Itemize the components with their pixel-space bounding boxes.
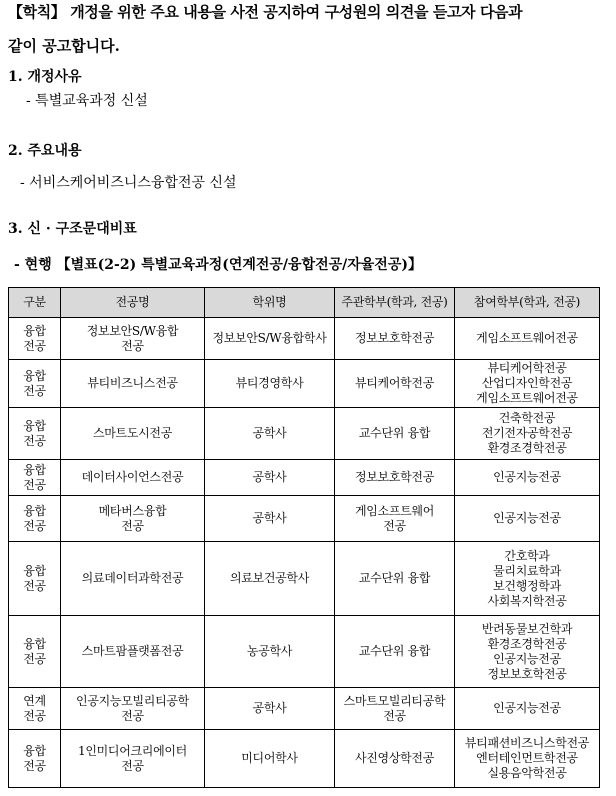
table-cell-host: 사진영상학전공 [335,730,455,788]
notice-line-1: 【학칙】 개정을 위한 주요 내용을 사전 공지하여 구성원의 의견을 듣고자 다음과 [8,3,523,21]
table-cell-host: 교수단위 융합 [335,616,455,688]
table-cell-major: 의료데이터과학전공 [61,542,205,616]
special-curriculum-table [8,287,600,788]
table-cell-host: 게임소프트웨어 전공 [335,496,455,542]
table-cell-type: 융합 전공 [9,496,61,542]
table-cell-major: 메타버스융합 전공 [61,496,205,542]
table-cell-type: 융합 전공 [9,318,61,360]
table-cell-participants: 간호학과 물리치료학과 보건행정학과 사회복지학전공 [455,542,600,616]
table-cell-major: 스마트도시전공 [61,408,205,460]
table-row [9,616,600,688]
table-cell-major: 1인미디어크리에이터 전공 [61,730,205,788]
table-cell-degree: 미디어학사 [205,730,335,788]
table-cell-major: 정보보안S/W융합 전공 [61,318,205,360]
table-cell-major: 데이터사이언스전공 [61,460,205,496]
table-row [9,730,600,788]
table-cell-participants: 뷰티패션비즈니스학전공 엔터테인먼트학전공 실용음악학전공 [455,730,600,788]
table-cell-type: 융합 전공 [9,542,61,616]
table-cell-degree: 농공학사 [205,616,335,688]
section-heading-content: 2. 주요내용 [8,143,82,159]
table-cell-major: 뷰티비즈니스전공 [61,360,205,408]
table-row [9,318,600,360]
table-cell-host: 뷰티케어학전공 [335,360,455,408]
table-row [9,408,600,460]
column-header-major: 전공명 [61,288,205,318]
table-cell-host: 교수단위 융합 [335,408,455,460]
table-cell-participants: 반려동물보건학과 환경조경학전공 인공지능전공 정보보호학전공 [455,616,600,688]
table-body [9,318,600,788]
notice-line-2: 같이 공고합니다. [8,37,120,55]
table-cell-degree: 정보보안S/W융합학사 [205,318,335,360]
table-cell-host: 정보보호학전공 [335,318,455,360]
table-cell-type: 융합 전공 [9,616,61,688]
table-cell-host: 교수단위 융합 [335,542,455,616]
table-cell-type: 융합 전공 [9,408,61,460]
table-cell-type: 융합 전공 [9,360,61,408]
table-cell-participants: 인공지능전공 [455,496,600,542]
section-item-comparison: - 현행 【별표(2-2) 특별교육과정(연계전공/융합전공/자율전공)】 [14,257,422,273]
section-heading-comparison: 3. 신 · 구조문대비표 [8,221,137,237]
table-cell-degree: 뷰티경영학사 [205,360,335,408]
table-cell-participants: 인공지능전공 [455,460,600,496]
section-heading-reason: 1. 개정사유 [8,69,82,85]
table-cell-major: 인공지능모빌리티공학 전공 [61,688,205,730]
table-cell-major: 스마트팜플랫폼전공 [61,616,205,688]
table-cell-degree: 공학사 [205,496,335,542]
table-cell-degree: 공학사 [205,460,335,496]
table-cell-host: 스마트모빌리티공학 전공 [335,688,455,730]
column-header-type: 구분 [9,288,61,318]
table-cell-degree: 공학사 [205,688,335,730]
column-header-degree: 학위명 [205,288,335,318]
section-item-reason: - 특별교육과정 신설 [26,93,148,109]
table-cell-participants: 인공지능전공 [455,688,600,730]
table-row [9,460,600,496]
table-row [9,360,600,408]
column-header-host: 주관학부(학과, 전공) [335,288,455,318]
table-cell-host: 정보보호학전공 [335,460,455,496]
table-cell-degree: 공학사 [205,408,335,460]
table-cell-type: 융합 전공 [9,460,61,496]
column-header-participants: 참여학부(학과, 전공) [455,288,600,318]
section-item-content: - 서비스케어비즈니스융합전공 신설 [20,175,237,191]
table-row [9,496,600,542]
table-cell-type: 융합 전공 [9,730,61,788]
table-cell-degree: 의료보건공학사 [205,542,335,616]
table-cell-participants: 건축학전공 전기전자공학전공 환경조경학전공 [455,408,600,460]
table-cell-participants: 뷰티케어학전공 산업디자인학전공 게임소프트웨어전공 [455,360,600,408]
table-cell-type: 연계 전공 [9,688,61,730]
table-cell-participants: 게임소프트웨어전공 [455,318,600,360]
table-row [9,542,600,616]
table-row [9,688,600,730]
table-header-row [9,288,600,318]
